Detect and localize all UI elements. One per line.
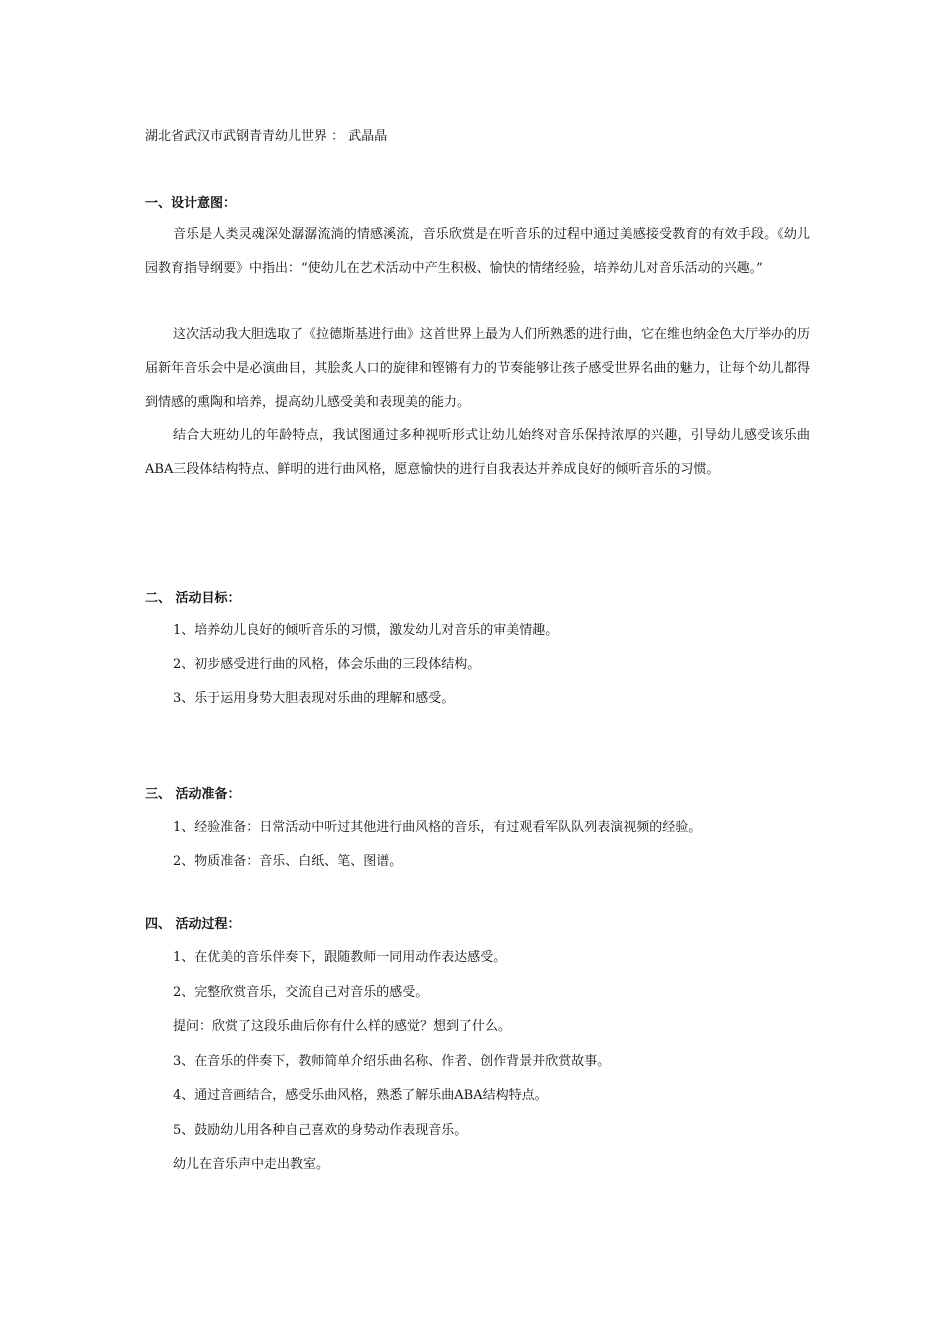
author-line: 湖北省武汉市武钢青青幼儿世界 ： 武晶晶 — [145, 129, 388, 144]
section-heading-activity-preparation: 三、 活动准备： — [145, 787, 241, 802]
paragraph-design-intent-1: 音乐是人类灵魂深处潺潺流淌的情感溪流，音乐欣赏是在听音乐的过程中通过美感接受教育的有效手段。《幼儿园教育指导纲要》中指出：“使幼儿在艺术活动中产生积极、愉快的情绪经验，培养幼儿对音乐活动的兴趣。” — [145, 227, 810, 276]
list-item-preparation-1: 1、经验准备：日常活动中听过其他进行曲风格的音乐，有过观看军队队列表演视频的经验。 — [173, 820, 702, 835]
list-item-process-2: 2、完整欣赏音乐，交流自己对音乐的感受。 — [173, 985, 429, 1000]
list-item-process-ending: 幼儿在音乐声中走出教室。 — [173, 1157, 330, 1172]
list-item-goal-2: 2、初步感受进行曲的风格，体会乐曲的三段体结构。 — [173, 657, 481, 672]
list-item-process-1: 1、在优美的音乐伴奏下，跟随教师一同用动作表达感受。 — [173, 950, 507, 965]
paragraph-design-intent-3: 结合大班幼儿的年龄特点，我试图通过多种视听形式让幼儿始终对音乐保持浓厚的兴趣，引导幼儿感受该乐曲ABA三段体结构特点、鲜明的进行曲风格，愿意愉快的进行自我表达并养成良好的倾听音乐的习惯。 — [145, 428, 810, 477]
list-item-goal-3: 3、乐于运用身势大胆表现对乐曲的理解和感受。 — [173, 691, 455, 706]
list-item-process-question: 提问：欣赏了这段乐曲后你有什么样的感觉？想到了什么。 — [173, 1019, 512, 1034]
list-item-goal-1: 1、培养幼儿良好的倾听音乐的习惯，激发幼儿对音乐的审美情趣。 — [173, 623, 559, 638]
list-item-preparation-2: 2、物质准备：音乐、白纸、笔、图谱。 — [173, 854, 403, 869]
paragraph-design-intent-2: 这次活动我大胆选取了《拉德斯基进行曲》这首世界上最为人们所熟悉的进行曲，它在维也纳金色大厅举办的历届新年音乐会中是必演曲目，其脍炙人口的旋律和铿锵有力的节奏能够让孩子感受世界名曲的魅力，让每个幼儿都得到情感的熏陶和培养，提高幼儿感受美和表现美的能力。 — [145, 327, 811, 410]
section-heading-activity-goals: 二、 活动目标： — [145, 591, 241, 606]
list-item-process-4: 4、通过音画结合，感受乐曲风格，熟悉了解乐曲ABA结构特点。 — [173, 1088, 548, 1103]
list-item-process-5: 5、鼓励幼儿用各种自己喜欢的身势动作表现音乐。 — [173, 1123, 468, 1138]
section-heading-design-intent: 一、设计意图： — [145, 196, 237, 211]
section-heading-activity-process: 四、 活动过程： — [145, 917, 241, 932]
list-item-process-3: 3、在音乐的伴奏下，教师简单介绍乐曲名称、作者、创作背景并欣赏故事。 — [173, 1054, 611, 1069]
